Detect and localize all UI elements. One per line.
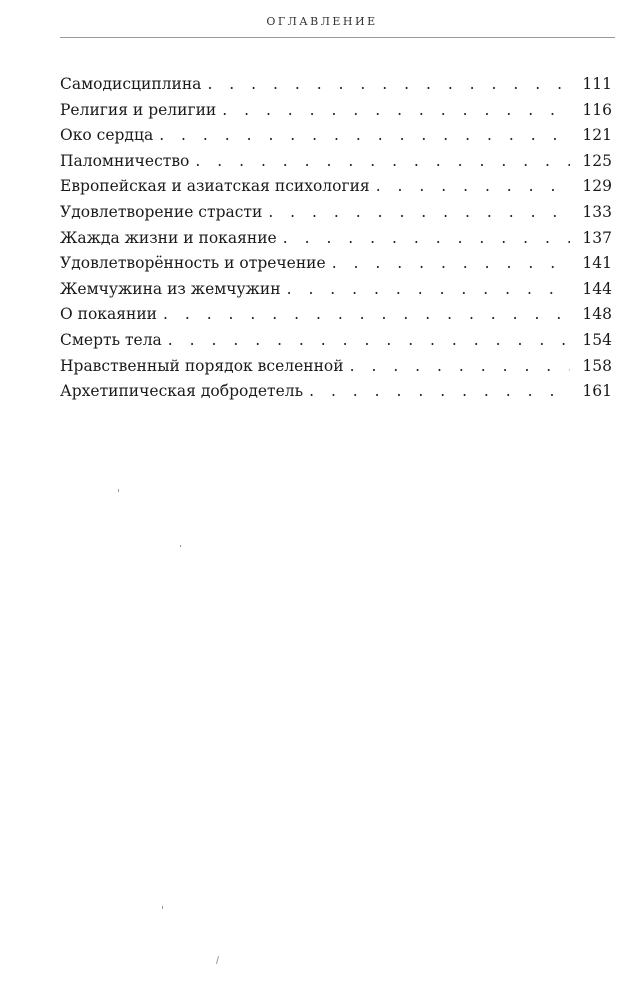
scan-speck bbox=[180, 545, 181, 547]
toc-entry[interactable] bbox=[60, 203, 612, 229]
table-of-contents bbox=[60, 75, 612, 408]
toc-dot-leader bbox=[277, 229, 570, 247]
toc-entry-title: Удовлетворение страсти bbox=[60, 202, 263, 221]
toc-entry[interactable] bbox=[60, 177, 612, 203]
toc-dot-leader bbox=[216, 101, 570, 119]
toc-entry-page: 158 bbox=[570, 357, 612, 375]
toc-entry-page: 161 bbox=[570, 382, 612, 400]
scan-speck bbox=[118, 489, 119, 492]
toc-dot-leader bbox=[370, 177, 570, 195]
toc-entry-page: 111 bbox=[570, 75, 612, 93]
header-rule bbox=[60, 37, 615, 38]
toc-entry[interactable] bbox=[60, 101, 612, 127]
toc-entry-page: 121 bbox=[570, 126, 612, 144]
toc-dot-leader bbox=[189, 152, 570, 170]
toc-entry[interactable] bbox=[60, 331, 612, 357]
toc-entry-title: Жажда жизни и покаяние bbox=[60, 228, 277, 247]
toc-entry[interactable] bbox=[60, 357, 612, 383]
toc-dot-leader bbox=[153, 126, 570, 144]
toc-entry[interactable] bbox=[60, 229, 612, 255]
toc-entry-title: Архетипическая добродетель bbox=[60, 382, 304, 401]
toc-entry-title: Удовлетворённость и отречение bbox=[60, 254, 326, 273]
toc-entry-title: Жемчужина из жемчужин bbox=[60, 279, 281, 298]
toc-entry-page: 133 bbox=[570, 203, 612, 221]
toc-dot-leader bbox=[201, 75, 570, 93]
toc-entry-page: 141 bbox=[570, 254, 612, 272]
running-head: ОГЛАВЛЕНИЕ bbox=[266, 15, 378, 28]
toc-dot-leader bbox=[281, 280, 570, 298]
toc-dot-leader bbox=[326, 254, 570, 272]
toc-entry-title: О покаянии bbox=[60, 305, 157, 324]
toc-entry-title: Европейская и азиатская психология bbox=[60, 177, 370, 196]
toc-dot-leader bbox=[157, 305, 570, 323]
toc-entry[interactable] bbox=[60, 152, 612, 178]
toc-entry-page: 137 bbox=[570, 229, 612, 247]
toc-dot-leader bbox=[303, 382, 570, 400]
toc-entry[interactable] bbox=[60, 75, 612, 101]
toc-entry-page: 129 bbox=[570, 177, 612, 195]
toc-entry[interactable] bbox=[60, 126, 612, 152]
toc-entry-page: 148 bbox=[570, 305, 612, 323]
toc-entry-title: Самодисциплина bbox=[60, 75, 202, 93]
toc-entry-title: Нравственный порядок вселенной bbox=[60, 356, 344, 375]
toc-entry-title: Религия и религии bbox=[60, 100, 217, 119]
toc-entry[interactable] bbox=[60, 305, 612, 331]
toc-entry-page: 154 bbox=[570, 331, 612, 349]
toc-entry-page: 144 bbox=[570, 280, 612, 298]
toc-entry[interactable] bbox=[60, 280, 612, 306]
toc-entry-title: Око сердца bbox=[60, 126, 154, 145]
toc-entry-title: Паломничество bbox=[60, 151, 190, 170]
toc-dot-leader bbox=[262, 203, 570, 221]
toc-entry[interactable] bbox=[60, 254, 612, 280]
toc-entry-page: 116 bbox=[570, 101, 612, 119]
scan-speck bbox=[162, 906, 163, 909]
toc-entry-page: 125 bbox=[570, 152, 612, 170]
toc-dot-leader bbox=[344, 357, 570, 375]
toc-entry[interactable] bbox=[60, 382, 612, 408]
toc-dot-leader bbox=[162, 331, 570, 349]
scan-speck bbox=[216, 956, 219, 964]
toc-entry-title: Смерть тела bbox=[60, 330, 162, 349]
